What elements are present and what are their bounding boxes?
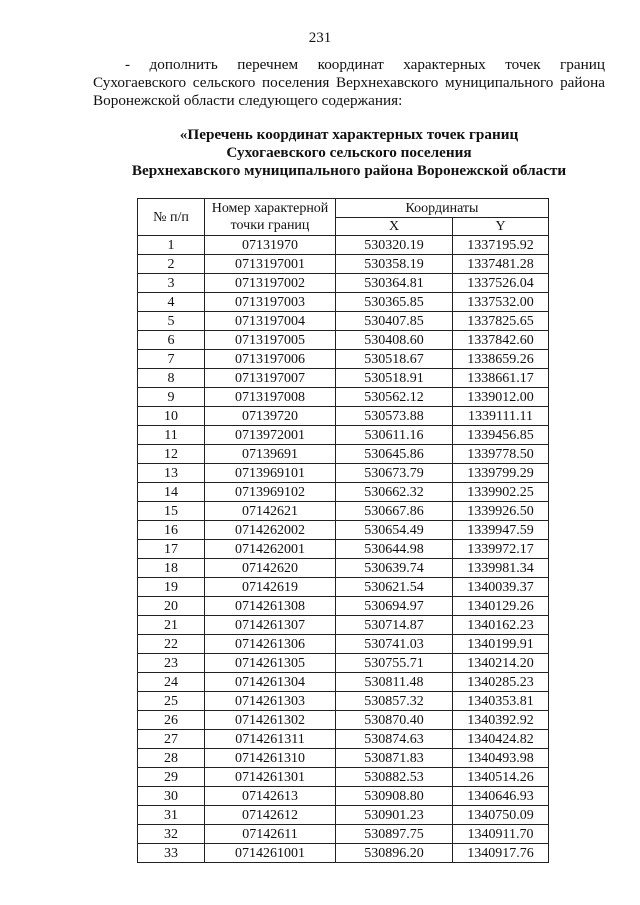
row-x: 530639.74 [336,559,453,578]
row-y: 1340514.26 [453,768,549,787]
row-x: 530741.03 [336,635,453,654]
table-row [138,749,549,768]
row-point: 07139720 [205,407,336,426]
row-y: 1337532.00 [453,293,549,312]
row-x: 530645.86 [336,445,453,464]
row-x: 530407.85 [336,312,453,331]
row-point: 0713969101 [205,464,336,483]
table-row [138,350,549,369]
table-row [138,255,549,274]
row-y: 1339902.25 [453,483,549,502]
row-num: 25 [138,692,205,711]
row-y: 1339456.85 [453,426,549,445]
row-num: 27 [138,730,205,749]
row-x: 530365.85 [336,293,453,312]
row-y: 1340039.37 [453,578,549,597]
table-row [138,407,549,426]
heading-line-3: Верхнехавского муниципального района Воронежской области [131,162,567,179]
row-point: 0714261307 [205,616,336,635]
row-point: 07142621 [205,502,336,521]
row-x: 530908.80 [336,787,453,806]
header-y: Y [453,218,549,236]
table-row [138,274,549,293]
table-row [138,673,549,692]
row-x: 530518.91 [336,369,453,388]
row-y: 1339799.29 [453,464,549,483]
page-number: 231 [308,30,332,46]
row-x: 530874.63 [336,730,453,749]
row-y: 1337842.60 [453,331,549,350]
row-y: 1340646.93 [453,787,549,806]
row-y: 1340353.81 [453,692,549,711]
table-row [138,559,549,578]
row-point: 0713972001 [205,426,336,445]
table-row [138,616,549,635]
row-y: 1338659.26 [453,350,549,369]
row-point: 07131970 [205,236,336,255]
row-num: 24 [138,673,205,692]
row-x: 530714.87 [336,616,453,635]
row-x: 530662.32 [336,483,453,502]
table-row [138,502,549,521]
table-row [138,806,549,825]
row-num: 1 [138,236,205,255]
row-point: 0714262002 [205,521,336,540]
row-point: 0714261305 [205,654,336,673]
row-num: 3 [138,274,205,293]
row-x: 530755.71 [336,654,453,673]
row-point: 0714261310 [205,749,336,768]
row-point: 0714261308 [205,597,336,616]
table-row [138,787,549,806]
row-num: 10 [138,407,205,426]
row-point: 0713197006 [205,350,336,369]
row-num: 28 [138,749,205,768]
table-row [138,236,549,255]
table-row [138,483,549,502]
row-point: 07142613 [205,787,336,806]
table-row [138,844,549,863]
row-point: 0714261301 [205,768,336,787]
row-x: 530562.12 [336,388,453,407]
table-row [138,635,549,654]
row-point: 0714261311 [205,730,336,749]
row-num: 14 [138,483,205,502]
table-row [138,521,549,540]
row-point: 0713197005 [205,331,336,350]
row-point: 07142619 [205,578,336,597]
row-y: 1339926.50 [453,502,549,521]
table-row [138,369,549,388]
row-x: 530621.54 [336,578,453,597]
row-x: 530857.32 [336,692,453,711]
row-point: 0714262001 [205,540,336,559]
table-body [138,236,549,863]
row-num: 6 [138,331,205,350]
row-point: 0713197003 [205,293,336,312]
row-num: 9 [138,388,205,407]
heading-line-1: «Перечень координат характерных точек границ [179,126,519,143]
row-x: 530667.86 [336,502,453,521]
row-num: 8 [138,369,205,388]
row-y: 1339012.00 [453,388,549,407]
table-row [138,312,549,331]
header-num: № п/п [138,199,205,236]
table-row [138,597,549,616]
row-point: 0713197001 [205,255,336,274]
row-point: 0714261306 [205,635,336,654]
table-row [138,388,549,407]
row-y: 1338661.17 [453,369,549,388]
row-x: 530518.67 [336,350,453,369]
row-point: 07142611 [205,825,336,844]
row-x: 530882.53 [336,768,453,787]
row-num: 33 [138,844,205,863]
row-y: 1339972.17 [453,540,549,559]
row-y: 1337825.65 [453,312,549,331]
row-point: 0713197007 [205,369,336,388]
row-point: 0713197004 [205,312,336,331]
row-x: 530364.81 [336,274,453,293]
row-y: 1340750.09 [453,806,549,825]
row-num: 18 [138,559,205,578]
row-num: 17 [138,540,205,559]
table-row [138,825,549,844]
row-num: 15 [138,502,205,521]
row-num: 4 [138,293,205,312]
row-y: 1340911.70 [453,825,549,844]
row-y: 1340285.23 [453,673,549,692]
row-point: 0713197008 [205,388,336,407]
row-x: 530320.19 [336,236,453,255]
row-y: 1337526.04 [453,274,549,293]
row-y: 1339947.59 [453,521,549,540]
row-y: 1340162.23 [453,616,549,635]
table-row [138,540,549,559]
row-point: 0713969102 [205,483,336,502]
row-y: 1340392.92 [453,711,549,730]
row-num: 26 [138,711,205,730]
row-x: 530897.75 [336,825,453,844]
row-point: 07142620 [205,559,336,578]
row-num: 12 [138,445,205,464]
row-x: 530871.83 [336,749,453,768]
table-row [138,578,549,597]
row-point: 0714261001 [205,844,336,863]
row-y: 1340199.91 [453,635,549,654]
table-row [138,293,549,312]
row-y: 1340493.98 [453,749,549,768]
row-y: 1340214.20 [453,654,549,673]
header-coords: Координаты [336,199,549,218]
row-num: 20 [138,597,205,616]
row-num: 22 [138,635,205,654]
header-x: X [336,218,453,236]
row-point: 0714261303 [205,692,336,711]
table-row [138,426,549,445]
row-num: 23 [138,654,205,673]
row-num: 2 [138,255,205,274]
row-x: 530573.88 [336,407,453,426]
intro-paragraph: - дополнить перечнем координат характерных точек границ Сухогаевского сельского поселения Верхнехавского муниципального района Воронежской области следующего содержания: [93,56,605,109]
row-y: 1339778.50 [453,445,549,464]
row-y: 1340424.82 [453,730,549,749]
row-x: 530408.60 [336,331,453,350]
row-x: 530694.97 [336,597,453,616]
row-y: 1340129.26 [453,597,549,616]
table-row [138,464,549,483]
row-point: 0714261304 [205,673,336,692]
table-row [138,692,549,711]
row-num: 30 [138,787,205,806]
heading-line-2: Сухогаевского сельского поселения [226,144,472,161]
table-row [138,331,549,350]
table-row [138,730,549,749]
row-x: 530673.79 [336,464,453,483]
row-x: 530611.16 [336,426,453,445]
row-num: 29 [138,768,205,787]
table-row [138,768,549,787]
row-num: 7 [138,350,205,369]
row-x: 530654.49 [336,521,453,540]
row-num: 5 [138,312,205,331]
row-x: 530896.20 [336,844,453,863]
table-heading [100,126,598,180]
row-x: 530811.48 [336,673,453,692]
row-y: 1339111.11 [453,407,549,426]
row-num: 31 [138,806,205,825]
row-num: 13 [138,464,205,483]
row-point: 07142612 [205,806,336,825]
header-point: Номер характерной точки границ [205,199,336,236]
coordinates-table [137,198,549,863]
row-y: 1337195.92 [453,236,549,255]
row-num: 19 [138,578,205,597]
row-y: 1340917.76 [453,844,549,863]
row-x: 530358.19 [336,255,453,274]
row-num: 11 [138,426,205,445]
row-point: 0713197002 [205,274,336,293]
row-point: 07139691 [205,445,336,464]
row-point: 0714261302 [205,711,336,730]
row-num: 21 [138,616,205,635]
row-x: 530901.23 [336,806,453,825]
table-row [138,654,549,673]
table-row [138,711,549,730]
row-y: 1337481.28 [453,255,549,274]
row-y: 1339981.34 [453,559,549,578]
table-row [138,445,549,464]
row-x: 530644.98 [336,540,453,559]
row-num: 16 [138,521,205,540]
row-x: 530870.40 [336,711,453,730]
row-num: 32 [138,825,205,844]
